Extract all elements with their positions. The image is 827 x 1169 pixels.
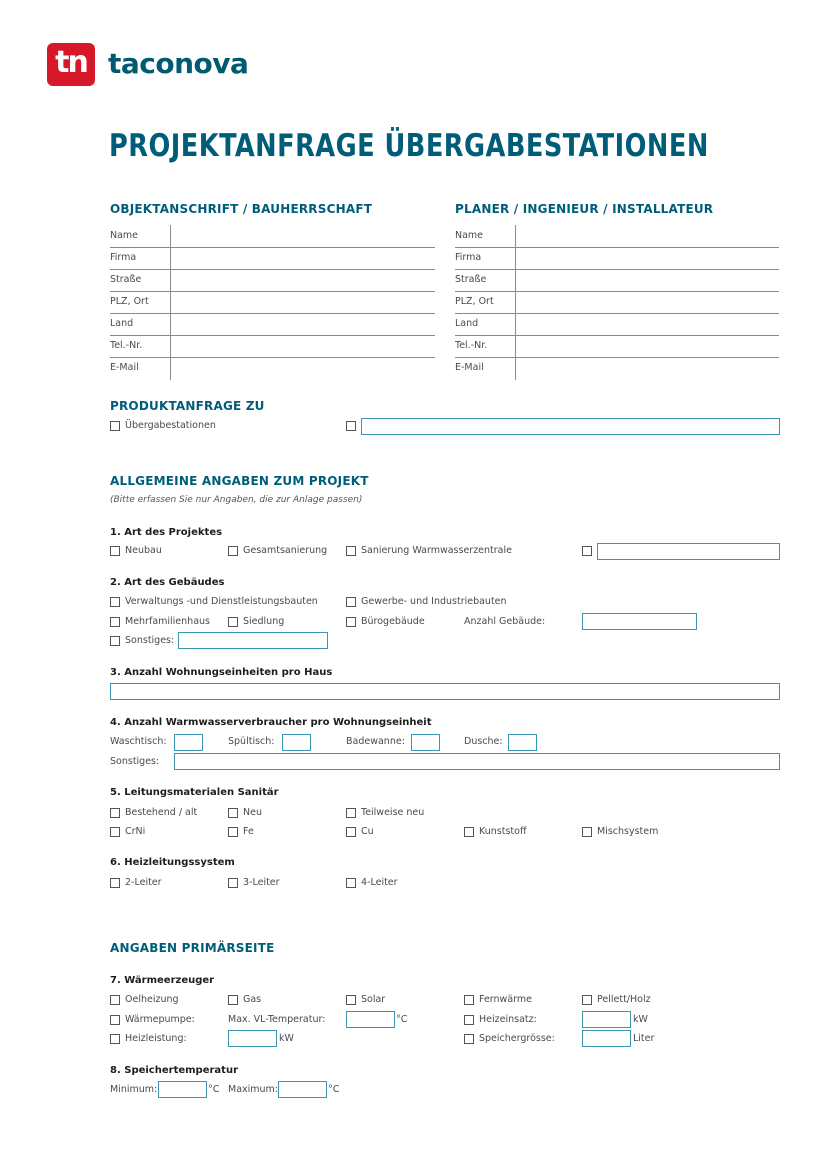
produkt-other-checkbox[interactable] bbox=[346, 421, 356, 431]
q7-speicher-unit: Liter bbox=[633, 1033, 655, 1044]
objekt-row-label: Name bbox=[110, 230, 139, 241]
q4-dusche-field[interactable] bbox=[508, 734, 537, 751]
q5-bestehend-label: Bestehend / alt bbox=[125, 807, 198, 818]
objekt-row-value-field[interactable] bbox=[170, 291, 435, 314]
q5-neu-label: Neu bbox=[243, 807, 262, 818]
q2-mfh-checkbox[interactable] bbox=[110, 617, 120, 627]
planer-row-value-field[interactable] bbox=[515, 247, 779, 270]
q1-neubau-checkbox[interactable] bbox=[110, 546, 120, 556]
q7-heizeinsatz-unit: kW bbox=[633, 1014, 648, 1025]
objekt-row bbox=[110, 225, 435, 248]
q4-dusche-label: Dusche: bbox=[464, 736, 503, 747]
planer-row-label: Tel.-Nr. bbox=[455, 340, 488, 351]
q2-siedlung-label: Siedlung bbox=[243, 616, 285, 627]
objekt-row bbox=[110, 357, 435, 379]
q2-anzahl-label: Anzahl Gebäude: bbox=[464, 616, 546, 627]
objekt-row-value-field[interactable] bbox=[170, 335, 435, 358]
q7-vl-temp-unit: °C bbox=[396, 1014, 408, 1025]
planer-row bbox=[455, 357, 779, 379]
q5-mischsystem-checkbox[interactable] bbox=[582, 827, 592, 837]
objekt-heading: OBJEKTANSCHRIFT / BAUHERRSCHAFT bbox=[110, 202, 373, 216]
objekt-row bbox=[110, 269, 435, 292]
q7-solar-label: Solar bbox=[361, 994, 386, 1005]
q1-other-checkbox[interactable] bbox=[582, 546, 592, 556]
planer-row-label: Firma bbox=[455, 252, 482, 263]
page-title: PROJEKTANFRAGE ÜBERGABESTATIONEN bbox=[109, 128, 709, 164]
q1-sanierung-ww-checkbox[interactable] bbox=[346, 546, 356, 556]
q8-minimum-unit: °C bbox=[208, 1084, 220, 1095]
planer-row-value-field[interactable] bbox=[515, 357, 779, 380]
objekt-row bbox=[110, 291, 435, 314]
q1-other-field[interactable] bbox=[597, 543, 780, 560]
q2-verwaltung-label: Verwaltungs -und Dienstleistungsbauten bbox=[125, 596, 318, 607]
q8-maximum-label: Maximum: bbox=[228, 1084, 279, 1095]
q5-mischsystem-label: Mischsystem bbox=[597, 826, 659, 837]
planer-row-label: Name bbox=[455, 230, 484, 241]
produkt-uebergabe-label: Übergabestationen bbox=[125, 420, 216, 431]
planer-row-value-field[interactable] bbox=[515, 225, 779, 248]
q7-heizleistung-field[interactable] bbox=[228, 1030, 277, 1047]
q4-waschtisch-field[interactable] bbox=[174, 734, 203, 751]
q4-spueltisch-field[interactable] bbox=[282, 734, 311, 751]
q5-bestehend-checkbox[interactable] bbox=[110, 808, 120, 818]
objekt-row-label: Tel.-Nr. bbox=[110, 340, 143, 351]
q7-solar-checkbox[interactable] bbox=[346, 995, 356, 1005]
objekt-row-label: Straße bbox=[110, 274, 142, 285]
q7-vl-temp-label: Max. VL-Temperatur: bbox=[228, 1014, 326, 1025]
q7-speicher-checkbox[interactable] bbox=[464, 1034, 474, 1044]
taconova-logo-mark: tn bbox=[47, 43, 95, 86]
planer-row bbox=[455, 247, 779, 270]
q2-mfh-label: Mehrfamilienhaus bbox=[125, 616, 210, 627]
q5-teilweise-checkbox[interactable] bbox=[346, 808, 356, 818]
q2-siedlung-checkbox[interactable] bbox=[228, 617, 238, 627]
objekt-row-value-field[interactable] bbox=[170, 269, 435, 292]
objekt-row-label: Firma bbox=[110, 252, 137, 263]
q1-title: 1. Art des Projektes bbox=[110, 527, 223, 538]
planer-row bbox=[455, 225, 779, 248]
objekt-row-value-field[interactable] bbox=[170, 247, 435, 270]
objekt-row bbox=[110, 247, 435, 270]
planer-row-value-field[interactable] bbox=[515, 335, 779, 358]
q5-fe-checkbox[interactable] bbox=[228, 827, 238, 837]
planer-row-label: Straße bbox=[455, 274, 487, 285]
q2-sonstiges-field[interactable] bbox=[178, 632, 328, 649]
produkt-uebergabe-checkbox[interactable] bbox=[110, 421, 120, 431]
q2-sonstiges-checkbox[interactable] bbox=[110, 636, 120, 646]
q3-field[interactable] bbox=[110, 683, 780, 700]
q1-gesamtsanierung-checkbox[interactable] bbox=[228, 546, 238, 556]
q5-crni-checkbox[interactable] bbox=[110, 827, 120, 837]
q6-3leiter-label: 3-Leiter bbox=[243, 877, 280, 888]
objekt-row-label: E-Mail bbox=[110, 362, 139, 373]
q2-buero-label: Bürogebäude bbox=[361, 616, 425, 627]
planer-row-value-field[interactable] bbox=[515, 313, 779, 336]
q2-gewerbe-label: Gewerbe- und Industriebauten bbox=[361, 596, 507, 607]
q5-crni-label: CrNi bbox=[125, 826, 146, 837]
planer-row bbox=[455, 269, 779, 292]
planer-row bbox=[455, 291, 779, 314]
q5-cu-label: Cu bbox=[361, 826, 374, 837]
q6-2leiter-checkbox[interactable] bbox=[110, 878, 120, 888]
q7-speicher-label: Speichergrösse: bbox=[479, 1033, 555, 1044]
q8-minimum-field[interactable] bbox=[158, 1081, 207, 1098]
q5-teilweise-label: Teilweise neu bbox=[361, 807, 425, 818]
planer-row-label: Land bbox=[455, 318, 479, 329]
q7-pellett-label: Pellett/Holz bbox=[597, 994, 651, 1005]
q7-fernwaerme-checkbox[interactable] bbox=[464, 995, 474, 1005]
q7-speicher-field[interactable] bbox=[582, 1030, 631, 1047]
q5-title: 5. Leitungsmaterialen Sanitär bbox=[110, 787, 279, 798]
q2-verwaltung-checkbox[interactable] bbox=[110, 597, 120, 607]
objekt-row-label: PLZ, Ort bbox=[110, 296, 149, 307]
q5-kunststoff-checkbox[interactable] bbox=[464, 827, 474, 837]
q6-4leiter-label: 4-Leiter bbox=[361, 877, 398, 888]
q7-waermepumpe-label: Wärmepumpe: bbox=[125, 1014, 195, 1025]
q2-gewerbe-checkbox[interactable] bbox=[346, 597, 356, 607]
q2-buero-checkbox[interactable] bbox=[346, 617, 356, 627]
q5-cu-checkbox[interactable] bbox=[346, 827, 356, 837]
q8-maximum-unit: °C bbox=[328, 1084, 340, 1095]
q7-heizeinsatz-label: Heizeinsatz: bbox=[479, 1014, 537, 1025]
q2-anzahl-field[interactable] bbox=[582, 613, 697, 630]
objekt-row-value-field[interactable] bbox=[170, 225, 435, 248]
q7-heizleistung-unit: kW bbox=[279, 1033, 294, 1044]
q7-pellett-checkbox[interactable] bbox=[582, 995, 592, 1005]
q7-oel-checkbox[interactable] bbox=[110, 995, 120, 1005]
objekt-row bbox=[110, 313, 435, 336]
q4-waschtisch-label: Waschtisch: bbox=[110, 736, 167, 747]
produkt-other-field[interactable] bbox=[361, 418, 780, 435]
q6-2leiter-label: 2-Leiter bbox=[125, 877, 162, 888]
q7-gas-label: Gas bbox=[243, 994, 262, 1005]
q7-heizleistung-checkbox[interactable] bbox=[110, 1034, 120, 1044]
q6-title: 6. Heizleitungssystem bbox=[110, 857, 235, 868]
q7-vl-temp-field[interactable] bbox=[346, 1011, 395, 1028]
planer-row bbox=[455, 335, 779, 358]
q8-title: 8. Speichertemperatur bbox=[110, 1065, 239, 1076]
q1-sanierung-ww-label: Sanierung Warmwasserzentrale bbox=[361, 545, 512, 556]
q4-title: 4. Anzahl Warmwasserverbraucher pro Wohnungseinheit bbox=[110, 717, 432, 728]
planer-row-label: E-Mail bbox=[455, 362, 484, 373]
produkt-heading: PRODUKTANFRAGE ZU bbox=[110, 399, 265, 413]
q7-heizleistung-label: Heizleistung: bbox=[125, 1033, 187, 1044]
planer-row-label: PLZ, Ort bbox=[455, 296, 494, 307]
q4-badewanne-field[interactable] bbox=[411, 734, 440, 751]
q6-4leiter-checkbox[interactable] bbox=[346, 878, 356, 888]
planer-row-value-field[interactable] bbox=[515, 291, 779, 314]
objekt-row bbox=[110, 335, 435, 358]
q8-maximum-field[interactable] bbox=[278, 1081, 327, 1098]
q4-sonstiges-label: Sonstiges: bbox=[110, 756, 160, 767]
planer-heading: PLANER / INGENIEUR / INSTALLATEUR bbox=[455, 202, 714, 216]
q8-minimum-label: Minimum: bbox=[110, 1084, 158, 1095]
q5-fe-label: Fe bbox=[243, 826, 254, 837]
q4-badewanne-label: Badewanne: bbox=[346, 736, 405, 747]
objekt-row-value-field[interactable] bbox=[170, 313, 435, 336]
q4-sonstiges-field[interactable] bbox=[174, 753, 780, 770]
allgemein-note: (Bitte erfassen Sie nur Angaben, die zur Anlage passen) bbox=[110, 495, 363, 505]
q7-heizeinsatz-field[interactable] bbox=[582, 1011, 631, 1028]
q6-3leiter-checkbox[interactable] bbox=[228, 878, 238, 888]
q3-title: 3. Anzahl Wohnungseinheiten pro Haus bbox=[110, 667, 333, 678]
q7-fernwaerme-label: Fernwärme bbox=[479, 994, 532, 1005]
q2-title: 2. Art des Gebäudes bbox=[110, 577, 225, 588]
q7-oel-label: Oelheizung bbox=[125, 994, 179, 1005]
q1-neubau-label: Neubau bbox=[125, 545, 162, 556]
q7-gas-checkbox[interactable] bbox=[228, 995, 238, 1005]
q7-waermepumpe-checkbox[interactable] bbox=[110, 1015, 120, 1025]
primaer-heading: ANGABEN PRIMÄRSEITE bbox=[110, 941, 275, 955]
allgemein-heading: ALLGEMEINE ANGABEN ZUM PROJEKT bbox=[110, 474, 369, 488]
planer-row bbox=[455, 313, 779, 336]
planer-row-value-field[interactable] bbox=[515, 269, 779, 292]
q5-neu-checkbox[interactable] bbox=[228, 808, 238, 818]
q4-spueltisch-label: Spültisch: bbox=[228, 736, 275, 747]
objekt-row-value-field[interactable] bbox=[170, 357, 435, 380]
q1-gesamtsanierung-label: Gesamtsanierung bbox=[243, 545, 328, 556]
q7-heizeinsatz-checkbox[interactable] bbox=[464, 1015, 474, 1025]
taconova-logo-text: taconova bbox=[108, 47, 249, 80]
q2-sonstiges-label: Sonstiges: bbox=[125, 635, 175, 646]
q5-kunststoff-label: Kunststoff bbox=[479, 826, 527, 837]
q7-title: 7. Wärmeerzeuger bbox=[110, 975, 215, 986]
objekt-row-label: Land bbox=[110, 318, 134, 329]
